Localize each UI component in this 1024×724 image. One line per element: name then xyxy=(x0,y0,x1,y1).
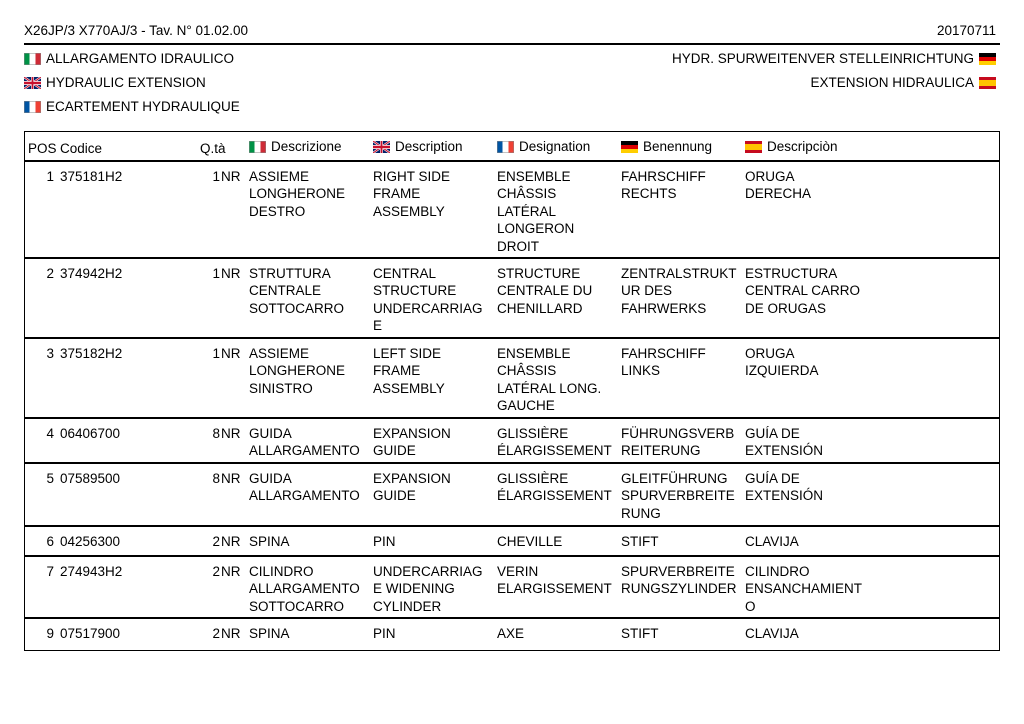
row-desc-italian: ASSIEME LONGHERONE SINISTRO xyxy=(249,346,346,396)
row-code: 04256300 xyxy=(60,534,121,549)
row-desc-english: LEFT SIDE FRAME ASSEMBLY xyxy=(373,346,445,396)
row-desc-spanish: GUÍA DE EXTENSIÓN xyxy=(745,426,824,459)
row-desc-english: PIN xyxy=(373,534,396,549)
title-italian xyxy=(24,51,234,66)
title-german-text: HYDR. SPURWEITENVER STELLEINRICHTUNG xyxy=(671,51,974,66)
row-qty: 2 xyxy=(212,626,220,641)
document-reference: X26JP/3 X770AJ/3 - Tav. N° 01.02.00 xyxy=(24,23,249,38)
row-unit: NR xyxy=(221,534,241,549)
title-spanish xyxy=(810,75,996,90)
row-pos: 7 xyxy=(46,564,54,579)
italy-flag-icon xyxy=(24,53,41,65)
table-row xyxy=(25,555,999,617)
italy-flag-icon xyxy=(249,141,266,153)
col-header-code: Codice xyxy=(60,141,103,156)
row-pos: 1 xyxy=(46,169,54,184)
row-desc-english: CENTRAL STRUCTURE UNDERCARRIAG E xyxy=(373,266,483,334)
row-code: 07517900 xyxy=(60,626,121,641)
col-header-italian-text: Descrizione xyxy=(271,139,342,154)
spain-flag-icon xyxy=(979,77,996,89)
row-code: 375181H2 xyxy=(60,169,123,184)
row-desc-spanish: ORUGA DERECHA xyxy=(745,169,812,202)
table-row xyxy=(25,160,999,257)
row-desc-german: FAHRSCHIFF RECHTS xyxy=(621,169,706,202)
row-desc-german: STIFT xyxy=(621,626,659,641)
row-desc-italian: GUIDA ALLARGAMENTO xyxy=(249,471,360,504)
row-pos: 6 xyxy=(46,534,54,549)
row-desc-german: STIFT xyxy=(621,534,659,549)
row-desc-english: EXPANSION GUIDE xyxy=(373,471,451,504)
row-pos: 2 xyxy=(46,266,54,281)
title-french-text: ECARTEMENT HYDRAULIQUE xyxy=(46,99,240,114)
row-desc-spanish: CILINDRO ENSANCHAMIENT O xyxy=(745,564,863,614)
row-unit: NR xyxy=(221,426,241,441)
table-header-row xyxy=(25,132,999,160)
row-pos: 5 xyxy=(46,471,54,486)
row-desc-english: RIGHT SIDE FRAME ASSEMBLY xyxy=(373,169,451,219)
row-unit: NR xyxy=(221,346,241,361)
france-flag-icon xyxy=(24,101,41,113)
row-desc-german: ZENTRALSTRUKT UR DES FAHRWERKS xyxy=(621,266,737,316)
row-unit: NR xyxy=(221,626,241,641)
row-unit: NR xyxy=(221,471,241,486)
germany-flag-icon xyxy=(979,53,996,65)
table-row xyxy=(25,417,999,462)
document-date: 20170711 xyxy=(936,23,996,38)
col-header-german-text: Benennung xyxy=(643,139,713,154)
row-desc-german: FÜHRUNGSVERB REITERUNG xyxy=(621,426,735,459)
table-row xyxy=(25,525,999,555)
row-qty: 1 xyxy=(212,169,220,184)
spain-flag-icon xyxy=(745,141,762,153)
germany-flag-icon xyxy=(621,141,638,153)
row-desc-italian: SPINA xyxy=(249,534,290,549)
title-german xyxy=(672,51,996,66)
col-header-pos: POS xyxy=(28,141,57,156)
table-row xyxy=(25,257,999,337)
row-desc-french: AXE xyxy=(497,626,525,641)
row-code: 374942H2 xyxy=(60,266,123,281)
row-desc-french: STRUCTURE CENTRALE DU CHENILLARD xyxy=(497,266,593,316)
row-desc-german: SPURVERBREITE RUNGSZYLINDER xyxy=(621,564,737,597)
row-qty: 8 xyxy=(212,471,220,486)
row-unit: NR xyxy=(221,169,241,184)
row-desc-english: PIN xyxy=(373,626,396,641)
row-pos: 9 xyxy=(46,626,54,641)
row-qty: 2 xyxy=(212,534,220,549)
row-desc-french: CHEVILLE xyxy=(497,534,563,549)
title-french xyxy=(24,99,240,114)
row-desc-french: ENSEMBLE CHÂSSIS LATÉRAL LONG. GAUCHE xyxy=(497,346,602,414)
row-desc-italian: GUIDA ALLARGAMENTO xyxy=(249,426,360,459)
row-desc-english: UNDERCARRIAG E WIDENING CYLINDER xyxy=(373,564,483,614)
row-desc-spanish: ESTRUCTURA CENTRAL CARRO DE ORUGAS xyxy=(745,266,861,316)
table-row xyxy=(25,617,999,650)
row-pos: 3 xyxy=(46,346,54,361)
row-desc-italian: STRUTTURA CENTRALE SOTTOCARRO xyxy=(249,266,345,316)
row-desc-italian: ASSIEME LONGHERONE DESTRO xyxy=(249,169,346,219)
row-desc-french: GLISSIÈRE ÉLARGISSEMENT xyxy=(497,426,612,459)
row-desc-spanish: CLAVIJA xyxy=(745,534,799,549)
row-qty: 2 xyxy=(212,564,220,579)
col-header-qty: Q.tà xyxy=(200,141,226,156)
row-desc-german: FAHRSCHIFF LINKS xyxy=(621,346,706,379)
table-row xyxy=(25,462,999,525)
row-desc-italian: CILINDRO ALLARGAMENTO SOTTOCARRO xyxy=(249,564,360,614)
row-desc-german: GLEITFÜHRUNG SPURVERBREITE RUNG xyxy=(621,471,735,521)
row-qty: 1 xyxy=(212,266,220,281)
col-header-italian xyxy=(249,138,367,155)
row-qty: 8 xyxy=(212,426,220,441)
col-header-english xyxy=(373,138,491,155)
table-row xyxy=(25,337,999,417)
parts-table xyxy=(24,131,1000,651)
row-unit: NR xyxy=(221,564,241,579)
row-qty: 1 xyxy=(212,346,220,361)
title-spanish-text: EXTENSION HIDRAULICA xyxy=(810,75,974,90)
row-desc-english: EXPANSION GUIDE xyxy=(373,426,451,459)
row-desc-french: GLISSIÈRE ÉLARGISSEMENT xyxy=(497,471,612,504)
row-code: 06406700 xyxy=(60,426,121,441)
row-code: 375182H2 xyxy=(60,346,123,361)
row-desc-italian: SPINA xyxy=(249,626,290,641)
row-pos: 4 xyxy=(46,426,54,441)
row-code: 274943H2 xyxy=(60,564,123,579)
france-flag-icon xyxy=(497,141,514,153)
title-english xyxy=(24,75,206,90)
row-desc-french: VERIN ELARGISSEMENT xyxy=(497,564,612,597)
row-desc-spanish: ORUGA IZQUIERDA xyxy=(745,346,819,379)
row-code: 07589500 xyxy=(60,471,121,486)
row-desc-spanish: GUÍA DE EXTENSIÓN xyxy=(745,471,824,504)
title-english-text: HYDRAULIC EXTENSION xyxy=(46,75,206,90)
col-header-french-text: Designation xyxy=(519,139,591,154)
col-header-spanish-text: Descripciòn xyxy=(767,139,838,154)
row-unit: NR xyxy=(221,266,241,281)
uk-flag-icon xyxy=(373,141,390,153)
title-italian-text: ALLARGAMENTO IDRAULICO xyxy=(46,51,235,66)
col-header-german xyxy=(621,138,739,155)
header-divider xyxy=(24,43,1000,45)
row-desc-french: ENSEMBLE CHÂSSIS LATÉRAL LONGERON DROIT xyxy=(497,169,575,254)
col-header-english-text: Description xyxy=(395,139,463,154)
uk-flag-icon xyxy=(24,77,41,89)
col-header-spanish xyxy=(745,138,875,155)
col-header-french xyxy=(497,138,615,155)
row-desc-spanish: CLAVIJA xyxy=(745,626,799,641)
